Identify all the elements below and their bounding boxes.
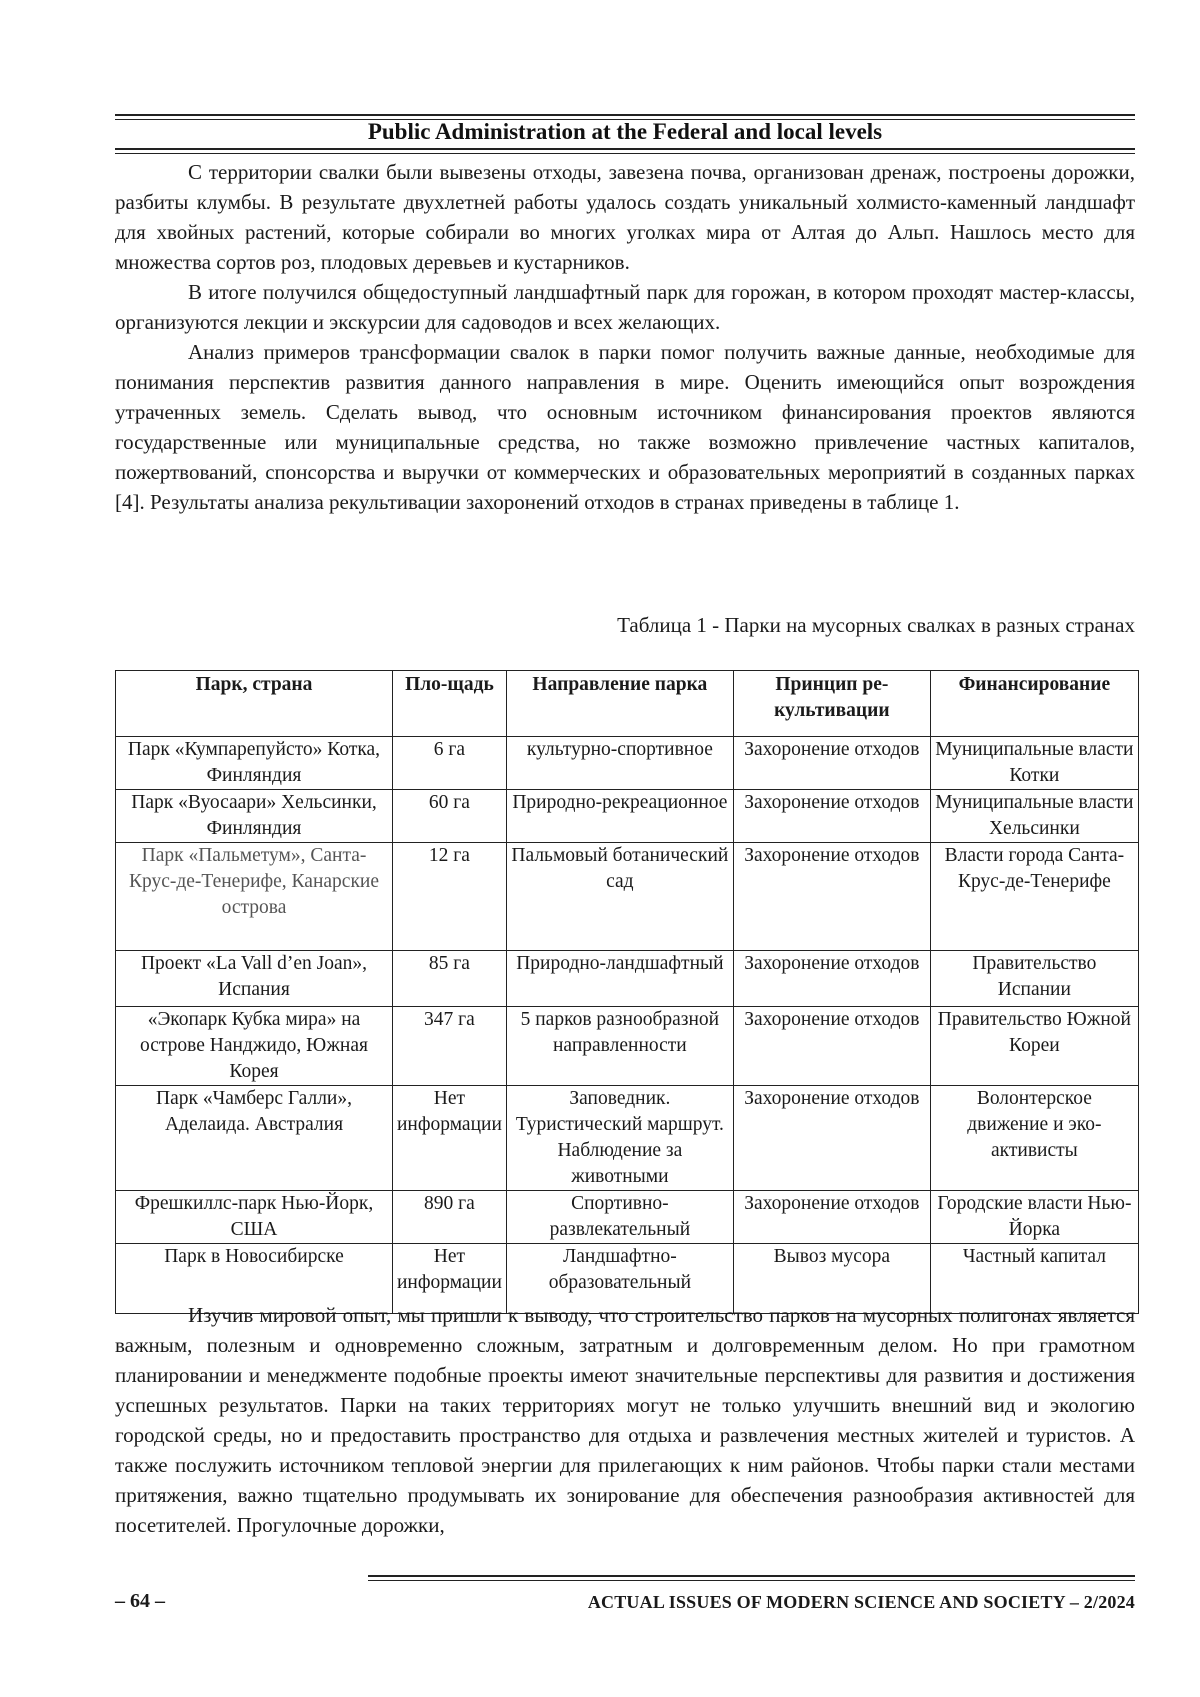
table-cell: Природно-рекреационное — [506, 790, 733, 843]
table-cell: Фрешкиллс-парк Нью-Йорк, США — [116, 1191, 393, 1244]
column-header-direction: Направление парка — [506, 671, 733, 737]
table-cell: Спортивно-развлекательный — [506, 1191, 733, 1244]
footer-rule-thin — [368, 1580, 1135, 1581]
table-cell: Парк «Кумпарепуйсто» Котка, Финляндия — [116, 737, 393, 790]
paragraph: Изучив мировой опыт, мы пришли к выводу, что строительство парков на мусорных полигонах является важным, полезным и одновременно сложным, затратным и долговременным делом. Но при грамотном планировании и менеджменте подобные проекты имеют значительные перспективы для развития и достижения успешных результатов. Парки на таких территориях могут не только улучшить внешний вид и экологию городской среды, но и предоставить пространство для отдыха и развлечения местных жителей и туристов. А также послужить источником тепловой энергии для прилегающих к ним районов. Чтобы парки стали местами притяжения, важно тщательно продумывать их зонирование для обеспечения разнообразия активностей для посетителей. Прогулочные дорожки, — [115, 1303, 1135, 1537]
table-row — [116, 1191, 1139, 1244]
table-cell: Заповедник. Туристический маршрут. Наблюдение за животными — [506, 1086, 733, 1191]
header-rule-bottom-thin — [115, 153, 1135, 154]
table-cell: Нет информации — [393, 1244, 507, 1314]
table-row — [116, 737, 1139, 790]
table-cell: Нет информации — [393, 1086, 507, 1191]
journal-title: ACTUAL ISSUES OF MODERN SCIENCE AND SOCIETY – 2/2024 — [587, 1592, 1135, 1612]
table-cell: 5 парков разнообразной направленности — [506, 1007, 733, 1086]
column-header-principle: Принцип ре-культивации — [733, 671, 930, 737]
table-row — [116, 1007, 1139, 1086]
page-number: – 64 – — [115, 1590, 165, 1612]
table-cell: Муниципальные власти Котки — [930, 737, 1138, 790]
table-cell: Муниципальные власти Хельсинки — [930, 790, 1138, 843]
table-cell: Волонтерское движение и эко-активисты — [930, 1086, 1138, 1191]
header-rule-top — [115, 114, 1135, 116]
table-cell: Природно-ландшафтный — [506, 951, 733, 1007]
header-rule-bottom — [115, 148, 1135, 150]
table-cell: Ландшафтно-образовательный — [506, 1244, 733, 1314]
parks-table — [115, 670, 1139, 1314]
table-cell: культурно-спортивное — [506, 737, 733, 790]
table-cell: Парк «Вуосаари» Хельсинки, Финляндия — [116, 790, 393, 843]
column-header-area: Пло-щадь — [393, 671, 507, 737]
table-row — [116, 1086, 1139, 1191]
table-cell: Вывоз мусора — [733, 1244, 930, 1314]
table-cell: 60 га — [393, 790, 507, 843]
table-row — [116, 843, 1139, 951]
table-cell: Захоронение отходов — [733, 790, 930, 843]
table-header-row — [116, 671, 1139, 737]
table-cell: Парк в Новосибирске — [116, 1244, 393, 1314]
table-caption: Таблица 1 - Парки на мусорных свалках в разных странах — [617, 613, 1135, 637]
section-header-title: Public Administration at the Federal and local levels — [367, 119, 883, 144]
body-text-top — [115, 157, 1135, 517]
table-cell: Захоронение отходов — [733, 843, 930, 951]
table-cell: 6 га — [393, 737, 507, 790]
table-row — [116, 951, 1139, 1007]
table-cell: «Экопарк Кубка мира» на острове Нанджидо, Южная Корея — [116, 1007, 393, 1086]
table-cell: Городские власти Нью-Йорка — [930, 1191, 1138, 1244]
table-cell: Правительство Испании — [930, 951, 1138, 1007]
table-cell: 85 га — [393, 951, 507, 1007]
paragraph: Анализ примеров трансформации свалок в парки помог получить важные данные, необходимые для понимания перспектив развития данного направления в мире. Оценить имеющийся опыт возрождения утраченных земель. Сделать вывод, что основным источником финансирования проектов являются государственные или муниципальные средства, но также возможно привлечение частных капиталов, пожертвований, спонсорства и выручки от коммерческих и образовательных мероприятий в созданных парках [4]. Результаты анализа рекультивации захоронений отходов в странах приведены в таблице 1. — [115, 340, 1135, 514]
footer-rule — [368, 1575, 1135, 1577]
table-cell: Пальмовый ботанический сад — [506, 843, 733, 951]
table-cell: Власти города Санта-Крус-де-Тенерифе — [930, 843, 1138, 951]
column-header-park: Парк, страна — [116, 671, 393, 737]
paragraph: В итоге получился общедоступный ландшафтный парк для горожан, в котором проходят мастер-классы, организуются лекции и экскурсии для садоводов и всех желающих. — [115, 280, 1135, 334]
table-cell: Парк «Пальметум», Санта-Крус-де-Тенерифе, Канарские острова — [116, 843, 393, 951]
table-cell: Захоронение отходов — [733, 1086, 930, 1191]
table-cell: Проект «La Vall d’en Joan», Испания — [116, 951, 393, 1007]
table-cell: 12 га — [393, 843, 507, 951]
table-cell: Захоронение отходов — [733, 1007, 930, 1086]
table-cell: Захоронение отходов — [733, 737, 930, 790]
table-cell: 890 га — [393, 1191, 507, 1244]
table-row — [116, 790, 1139, 843]
table-cell: Захоронение отходов — [733, 951, 930, 1007]
paragraph: С территории свалки были вывезены отходы, завезена почва, организован дренаж, построены дорожки, разбиты клумбы. В результате двухлетней работы удалось создать уникальный холмисто-каменный ландшафт для хвойных растений, которые собирали во многих уголках мира от Алтая до Альп. Нашлось место для множества сортов роз, плодовых деревьев и кустарников. — [115, 160, 1135, 274]
table-cell: 347 га — [393, 1007, 507, 1086]
table-cell: Правительство Южной Кореи — [930, 1007, 1138, 1086]
column-header-financing: Финансирование — [930, 671, 1138, 737]
table-cell: Частный капитал — [930, 1244, 1138, 1314]
table-cell: Парк «Чамберс Галли», Аделаида. Австралия — [116, 1086, 393, 1191]
table-cell: Захоронение отходов — [733, 1191, 930, 1244]
body-text-bottom — [115, 1300, 1135, 1540]
